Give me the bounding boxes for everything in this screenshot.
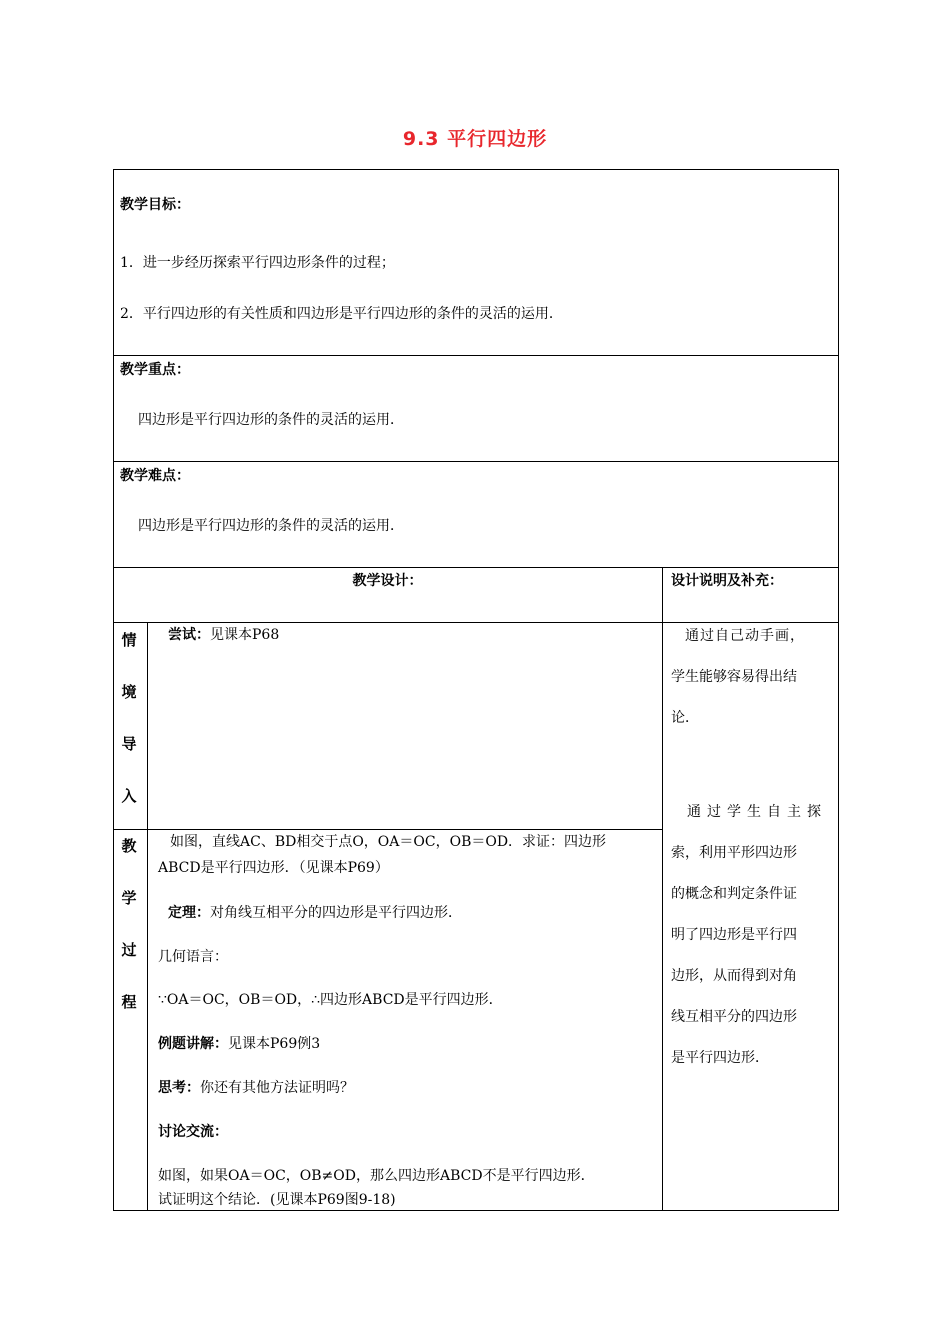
discuss-line-2: 试证明这个结论．(见课本P69图9-18)	[158, 1192, 396, 1208]
difficulty-text: 四边形是平行四边形的条件的灵活的运用．	[138, 518, 404, 534]
section-label-char: 入	[121, 787, 137, 805]
difficulty-heading: 教学难点：	[120, 468, 190, 484]
discuss-label: 讨论交流：	[158, 1124, 228, 1140]
intro-note	[671, 616, 831, 739]
note-line: 线互相平分的四边形	[671, 1009, 797, 1025]
theorem-text: 对角线互相平分的四边形是平行四边形．	[210, 905, 462, 921]
section-label-intro	[111, 630, 147, 838]
note-line: 边形，从而得到对角	[671, 968, 797, 984]
row-divider	[113, 829, 662, 830]
notes-header: 设计说明及补充：	[671, 573, 783, 589]
note-line: 通过自己动手画，	[685, 628, 805, 644]
note-line: 论．	[671, 710, 699, 726]
try-line	[168, 625, 279, 645]
note-line: 通过学生自主探	[687, 804, 827, 820]
note-line: 的概念和判定条件证	[671, 886, 797, 902]
section-label-char: 导	[121, 735, 137, 753]
objective-item: 1．进一步经历探索平行四边形条件的过程；	[120, 255, 395, 271]
key-point-heading: 教学重点：	[120, 362, 190, 378]
example-text: 见课本P69例3	[228, 1036, 321, 1052]
example-label: 例题讲解：	[158, 1036, 228, 1052]
problem-line-2: ABCD是平行四边形．（见课本P69）	[158, 860, 389, 876]
section-label-char: 境	[121, 683, 137, 701]
discuss-line-1: 如图，如果OA＝OC，OB≠OD，那么四边形ABCD不是平行四边形．	[158, 1168, 595, 1184]
think-text: 你还有其他方法证明吗？	[200, 1080, 354, 1096]
try-text: 见课本P68	[210, 627, 280, 643]
section-label-char: 过	[121, 941, 137, 959]
section-label-char: 情	[121, 631, 137, 649]
section-label-process	[111, 836, 147, 1044]
page-title: 9.3 平行四边形	[402, 128, 548, 150]
think-label: 思考：	[158, 1080, 200, 1096]
note-line: 索，利用平形四边形	[671, 845, 797, 861]
column-divider	[147, 622, 148, 1211]
objective-item: 2．平行四边形的有关性质和四边形是平行四边形的条件的灵活的运用．	[120, 306, 563, 322]
section-label-char: 教	[121, 837, 137, 855]
example-line	[158, 1034, 320, 1054]
column-divider	[662, 567, 663, 1211]
process-note	[671, 792, 831, 1079]
section-label-char: 程	[121, 993, 137, 1011]
geometry-formula: ∵OA＝OC，OB＝OD，∴四边形ABCD是平行四边形．	[158, 992, 503, 1008]
note-line: 是平行四边形．	[671, 1050, 769, 1066]
theorem-line	[168, 903, 462, 923]
row-divider	[113, 355, 839, 356]
row-divider	[113, 567, 839, 568]
design-header: 教学设计：	[352, 573, 423, 589]
theorem-label: 定理：	[168, 905, 210, 921]
note-line: 学生能够容易得出结	[671, 669, 797, 685]
key-point-text: 四边形是平行四边形的条件的灵活的运用．	[138, 412, 404, 428]
geometry-language-label: 几何语言：	[158, 949, 228, 965]
think-line	[158, 1078, 354, 1098]
note-line: 明了四边形是平行四	[671, 927, 797, 943]
row-divider	[113, 461, 839, 462]
problem-line-1: 如图，直线AC、BD相交于点O，OA＝OC，OB＝OD．求证：四边形	[170, 834, 607, 850]
section-label-char: 学	[121, 889, 137, 907]
objectives-heading: 教学目标：	[120, 197, 190, 213]
try-label: 尝试：	[168, 627, 210, 643]
